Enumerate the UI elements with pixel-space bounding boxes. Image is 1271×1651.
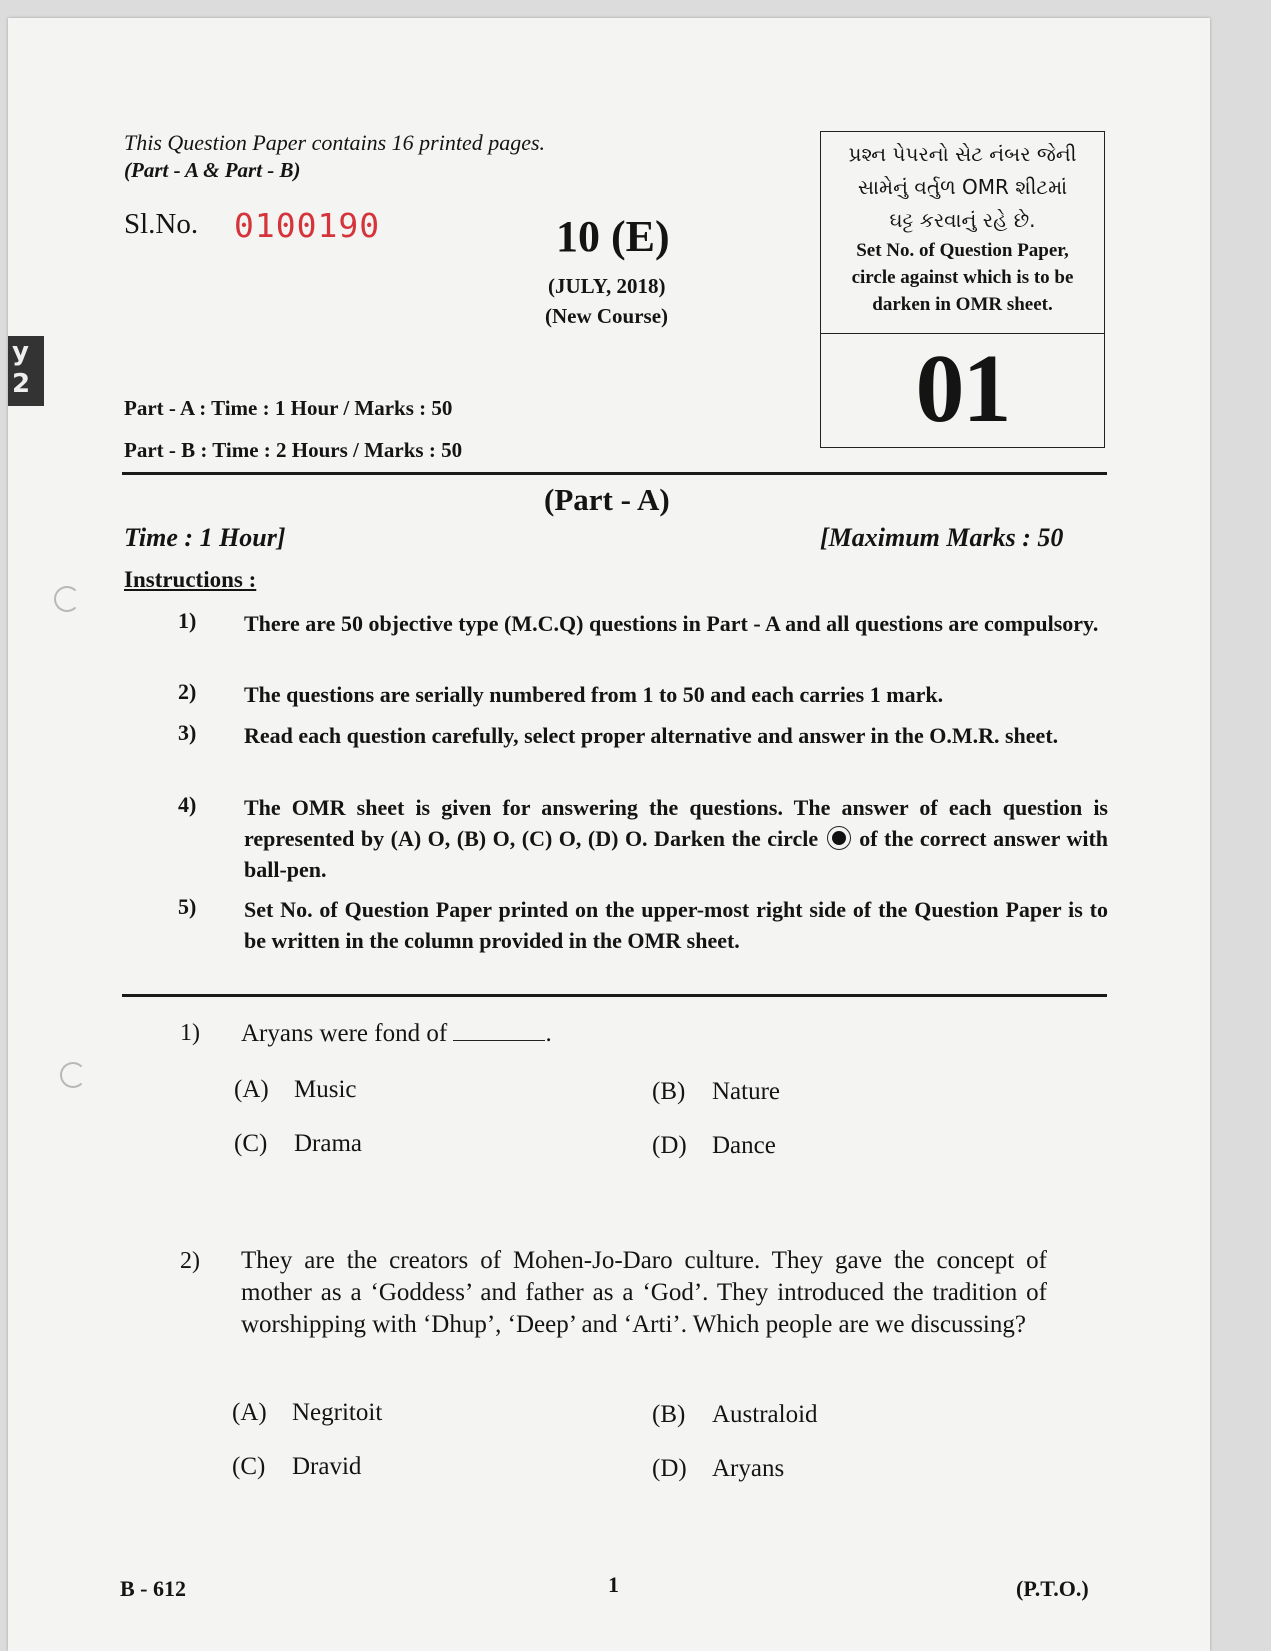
option-label: (B) bbox=[652, 1401, 686, 1428]
part-a-timing: Part - A : Time : 1 Hour / Marks : 50 bbox=[124, 396, 453, 420]
option-b bbox=[652, 1078, 780, 1106]
divider bbox=[122, 472, 1107, 475]
instruction-text: There are 50 objective type (M.C.Q) questions in Part - A and all questions are compulsory. bbox=[244, 611, 1099, 636]
question-text: They are the creators of Mohen-Jo-Daro culture. They gave the concept of mother as a ‘Goddess’ and father as a ‘God’. They introduced the tradition of worshipping with ‘Dhup’, ‘Deep’ and ‘Arti’. Which people are we discussing? bbox=[241, 1247, 1047, 1338]
option-text: Australoid bbox=[712, 1401, 818, 1428]
question-number: 1) bbox=[180, 1020, 200, 1046]
option-text: Nature bbox=[712, 1078, 781, 1105]
option-label: (A) bbox=[234, 1076, 269, 1103]
gujarati-line-2: સામેનું વર્તુળ OMR શીટમાં bbox=[857, 175, 1068, 199]
question-text-part: Aryans were fond of bbox=[241, 1020, 448, 1047]
english-line-3: darken in OMR sheet. bbox=[872, 294, 1053, 315]
set-box-instructions bbox=[821, 132, 1104, 334]
option-d bbox=[652, 1132, 776, 1160]
instruction-number: 4) bbox=[178, 792, 197, 817]
part-b-timing: Part - B : Time : 2 Hours / Marks : 50 bbox=[124, 438, 463, 462]
english-instruction bbox=[821, 237, 1104, 318]
punch-hole-icon bbox=[54, 586, 80, 612]
exam-month: (JULY, 2018) bbox=[548, 274, 666, 298]
instruction-text bbox=[244, 792, 1108, 885]
serial-number-label: Sl.No. bbox=[124, 208, 199, 240]
english-line-2: circle against which is to be bbox=[851, 267, 1074, 288]
side-tab bbox=[8, 336, 44, 406]
option-label: (C) bbox=[232, 1453, 266, 1480]
please-turn-over: (P.T.O.) bbox=[1016, 1576, 1089, 1601]
option-c bbox=[234, 1130, 362, 1158]
answer-blank bbox=[453, 1020, 545, 1041]
english-line-1: Set No. of Question Paper, bbox=[856, 240, 1069, 261]
instruction-number: 2) bbox=[178, 679, 197, 704]
exam-page bbox=[8, 18, 1210, 1651]
question-text bbox=[241, 1018, 1047, 1050]
option-text: Aryans bbox=[712, 1455, 785, 1482]
course-type: (New Course) bbox=[545, 304, 669, 328]
option-d bbox=[652, 1455, 784, 1483]
option-text: Negritoit bbox=[292, 1399, 383, 1426]
option-label: (D) bbox=[652, 1455, 687, 1482]
gujarati-instruction bbox=[821, 138, 1104, 237]
instructions-title: Instructions : bbox=[124, 567, 257, 592]
set-number-box bbox=[820, 131, 1105, 448]
option-text: Dravid bbox=[292, 1453, 362, 1480]
option-label: (C) bbox=[234, 1130, 268, 1157]
option-a bbox=[234, 1076, 357, 1104]
serial-number-value: 0100190 bbox=[234, 206, 381, 245]
paper-code: 10 (E) bbox=[556, 212, 670, 261]
instruction-number: 3) bbox=[178, 720, 197, 745]
gujarati-line-3: ઘટ્ટ કરવાનું રહે છે. bbox=[889, 208, 1036, 232]
option-c bbox=[232, 1453, 361, 1481]
divider bbox=[122, 994, 1107, 997]
instruction-text: Read each question carefully, select proper alternative and answer in the O.M.R. sheet. bbox=[244, 723, 1059, 748]
instruction-text-part: of the correct answer with ball-pen. bbox=[244, 826, 1109, 882]
part-a-time: Time : 1 Hour] bbox=[124, 523, 286, 552]
question-number: 2) bbox=[180, 1248, 200, 1274]
instruction-number: 5) bbox=[178, 894, 197, 919]
instruction-text: The questions are serially numbered from 1 to 50 and each carries 1 mark. bbox=[244, 682, 944, 707]
part-a-title: (Part - A) bbox=[544, 482, 670, 517]
instruction-text: Set No. of Question Paper printed on the upper-most right side of the Question Paper is to be written in the column provided in the OMR sheet. bbox=[244, 897, 1108, 953]
gujarati-line-1: પ્રશ્ન પેપરનો સેટ નંબર જેની bbox=[848, 142, 1077, 166]
parts-note: (Part - A & Part - B) bbox=[124, 158, 301, 182]
side-tab-line-1: y bbox=[12, 337, 29, 367]
part-a-max-marks: [Maximum Marks : 50 bbox=[820, 523, 1064, 552]
question-text-end: . bbox=[545, 1020, 552, 1047]
option-text: Music bbox=[294, 1076, 357, 1103]
filled-circle-icon bbox=[827, 826, 851, 850]
option-label: (A) bbox=[232, 1399, 267, 1426]
pages-note: This Question Paper contains 16 printed pages. bbox=[124, 130, 546, 155]
option-label: (B) bbox=[652, 1078, 686, 1105]
option-a bbox=[232, 1399, 382, 1427]
set-number: 01 bbox=[915, 335, 1010, 443]
option-b bbox=[652, 1401, 818, 1429]
side-tab-line-2: 2 bbox=[12, 369, 31, 399]
instruction-number: 1) bbox=[178, 608, 197, 633]
option-text: Drama bbox=[294, 1130, 363, 1157]
page-number: 1 bbox=[608, 1572, 619, 1597]
option-text: Dance bbox=[712, 1132, 776, 1159]
paper-footer-code: B - 612 bbox=[120, 1576, 186, 1601]
instruction-text-part: The OMR sheet is given for answering the questions. The answer of each question is represented by (A) O, (B) O, (C) O, (D) O. Darken the circle bbox=[244, 795, 1108, 851]
option-label: (D) bbox=[652, 1132, 687, 1159]
punch-hole-icon bbox=[60, 1062, 86, 1088]
